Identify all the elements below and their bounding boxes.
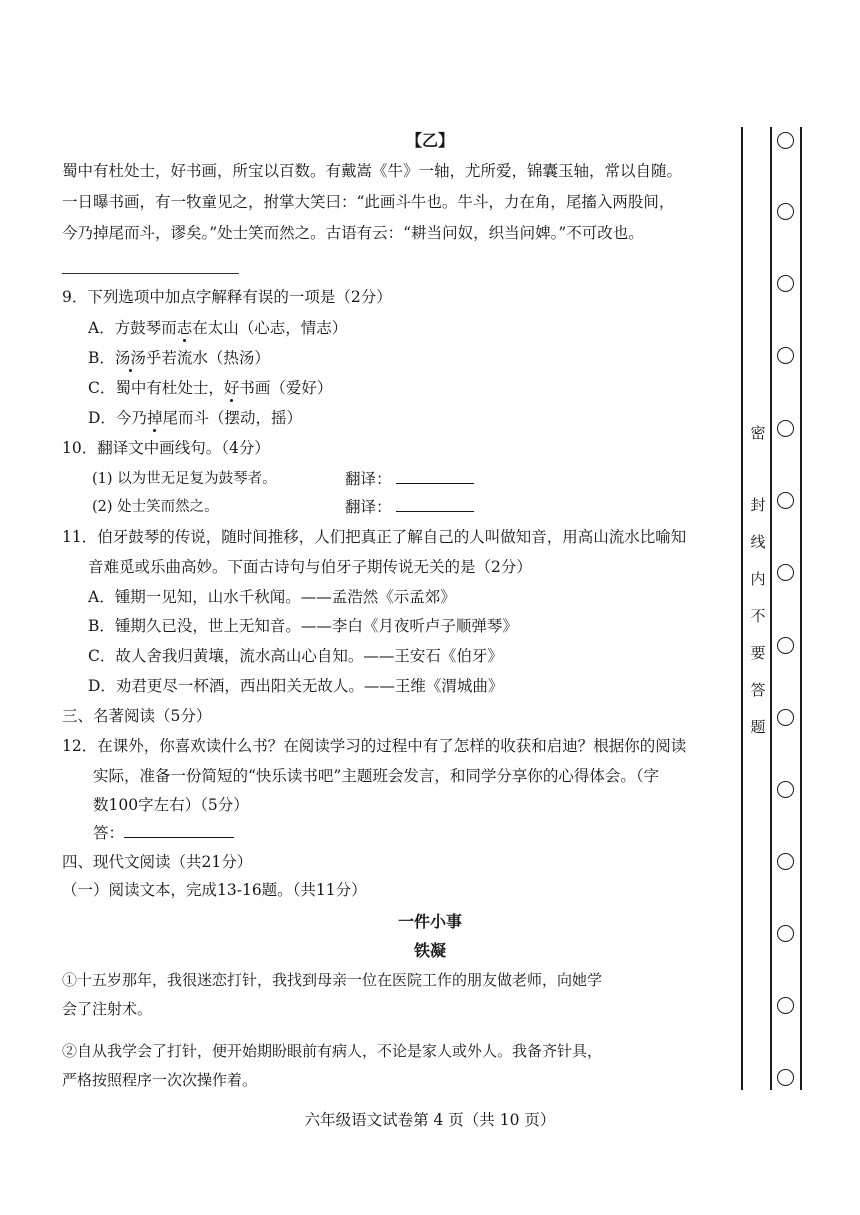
q10-item-1-sentence: (1) 以为世无足复为鼓琴者。 xyxy=(92,471,277,487)
seal-char: 密 xyxy=(750,424,766,442)
q10-item-1-answer xyxy=(345,468,474,490)
q11-stem-line-1: 11．伯牙鼓琴的传说，随时间推移，人们把真正了解自己的人叫做知音，用高山流水比喻知 xyxy=(62,528,687,546)
article-p2-line-1: ②自从我学会了打针，便开始期盼眼前有病人，不论是家人或外人。我备齐针具， xyxy=(62,1042,603,1060)
q9-c-dotted: 好 xyxy=(223,379,240,397)
q12-line-2: 实际，准备一份简短的“快乐读书吧”主题班会发言，和同学分享你的心得体会。（字 xyxy=(93,767,660,785)
section-3-heading: 三、名著阅读（5分） xyxy=(62,707,212,725)
binding-hole-icon xyxy=(777,203,794,220)
q10-item-2-sentence: (2) 处士笑而然之。 xyxy=(92,499,219,515)
seal-margin-line-inner xyxy=(741,127,743,1090)
passage-line-2: 一日曝书画，有一牧童见之，拊掌大笑曰：“此画斗牛也。牛斗，力在角，尾搐入两股间， xyxy=(62,193,675,211)
q11-option-a: A．锺期一见知，山水千秋闻。——孟浩然《示孟郊》 xyxy=(88,588,456,606)
q10-item-1-blank[interactable] xyxy=(396,469,474,484)
q9-option-a xyxy=(88,317,347,339)
binding-hole-icon xyxy=(777,492,794,509)
binding-hole-icon xyxy=(777,997,794,1014)
binding-hole-icon xyxy=(777,564,794,581)
binding-hole-icon xyxy=(777,420,794,437)
article-p1-line-1: ①十五岁那年，我很迷恋打针，我找到母亲一位在医院工作的朋友做老师，向她学 xyxy=(62,971,603,989)
q9-option-c xyxy=(88,377,332,399)
q11-option-d: D．劝君更尽一杯酒，西出阳关无故人。——王维《渭城曲》 xyxy=(88,677,504,695)
article-author: 铁凝 xyxy=(413,941,446,960)
q9-b-post: 乎若流水（热汤） xyxy=(145,349,270,367)
q10-stem: 10．翻译文中画线句。（4分） xyxy=(62,439,270,457)
q9-d-pre: D．今乃 xyxy=(88,409,147,427)
q9-a-dotted: 志 xyxy=(176,319,193,337)
binding-hole-icon xyxy=(777,275,794,292)
binding-hole-icon xyxy=(777,853,794,870)
q9-a-pre: A．方鼓琴而 xyxy=(88,319,177,337)
seal-char: 答 xyxy=(750,681,766,699)
binding-hole-icon xyxy=(777,781,794,798)
seal-char: 要 xyxy=(750,644,766,662)
passage-line-1: 蜀中有杜处士，好书画，所宝以百数。有戴嵩《牛》一轴，尤所爱，锦囊玉轴，常以自随。 xyxy=(62,162,683,180)
seal-char: 内 xyxy=(750,570,766,588)
section-4-heading: 四、现代文阅读（共21分） xyxy=(62,853,253,871)
q12-line-1: 12．在课外，你喜欢读什么书？在阅读学习的过程中有了怎样的收获和启迪？根据你的阅读 xyxy=(62,737,687,755)
binding-hole-icon xyxy=(777,1069,794,1086)
q9-c-pre: C．蜀中有杜处士， xyxy=(88,379,224,397)
seal-char: 不 xyxy=(750,607,766,625)
q9-d-post: 尾而斗（摆动，摇） xyxy=(162,409,302,427)
binding-hole-icon xyxy=(777,132,794,149)
q11-option-c: C．故人舍我归黄壤，流水高山心自知。——王安石《伯牙》 xyxy=(88,647,503,665)
seal-margin-line-middle xyxy=(770,127,772,1090)
binding-hole-icon xyxy=(777,347,794,364)
footnote-divider xyxy=(62,273,239,274)
binding-hole-icon xyxy=(777,709,794,726)
q9-b-dotted: 汤汤 xyxy=(114,349,146,367)
section-4-subheading: （一）阅读文本，完成13-16题。（共11分） xyxy=(62,881,367,899)
q12-answer-blank[interactable] xyxy=(124,823,234,838)
q12-answer xyxy=(93,822,234,844)
q10-item-2-label: 翻译： xyxy=(345,498,392,516)
page-footer: 六年级语文试卷第 4 页（共 10 页） xyxy=(304,1111,556,1129)
article-p2-line-2: 严格按照程序一次次操作着。 xyxy=(62,1071,258,1089)
seal-margin-line-outer xyxy=(800,127,802,1090)
seal-char: 题 xyxy=(750,718,766,736)
q9-stem: 9．下列选项中加点字解释有误的一项是（2分） xyxy=(62,288,392,306)
q12-line-3: 数100字左右）（5分） xyxy=(93,796,249,814)
article-title: 一件小事 xyxy=(397,912,462,931)
q9-d-dotted: 掉 xyxy=(146,409,163,427)
q9-b-pre: B． xyxy=(88,349,115,367)
passage-line-3: 今乃掉尾而斗，谬矣。”处士笑而然之。古语有云：“耕当问奴，织当问婢。”不可改也。 xyxy=(62,224,644,242)
q10-item-2-answer xyxy=(345,496,474,518)
q9-option-d xyxy=(88,407,302,429)
seal-char: 封 xyxy=(750,496,766,514)
q10-item-2-blank[interactable] xyxy=(396,497,474,512)
binding-hole-icon xyxy=(777,637,794,654)
q12-answer-label: 答： xyxy=(93,824,125,842)
q11-option-b: B．锺期久已没，世上无知音。——李白《月夜听卢子顺弹琴》 xyxy=(88,617,518,635)
article-p1-line-2: 会了注射术。 xyxy=(62,1000,153,1018)
q10-item-1-label: 翻译： xyxy=(345,470,392,488)
passage-yi-title: 【乙】 xyxy=(405,131,454,150)
q9-a-post: 在太山（心志，情志） xyxy=(192,319,348,337)
q9-c-post: 书画（爱好） xyxy=(239,379,333,397)
seal-char: 线 xyxy=(750,533,766,551)
q9-option-b xyxy=(88,347,270,369)
q11-stem-line-2: 音难觅或乐曲高妙。下面古诗句与伯牙子期传说无关的是（2分） xyxy=(88,558,532,576)
binding-hole-icon xyxy=(777,925,794,942)
